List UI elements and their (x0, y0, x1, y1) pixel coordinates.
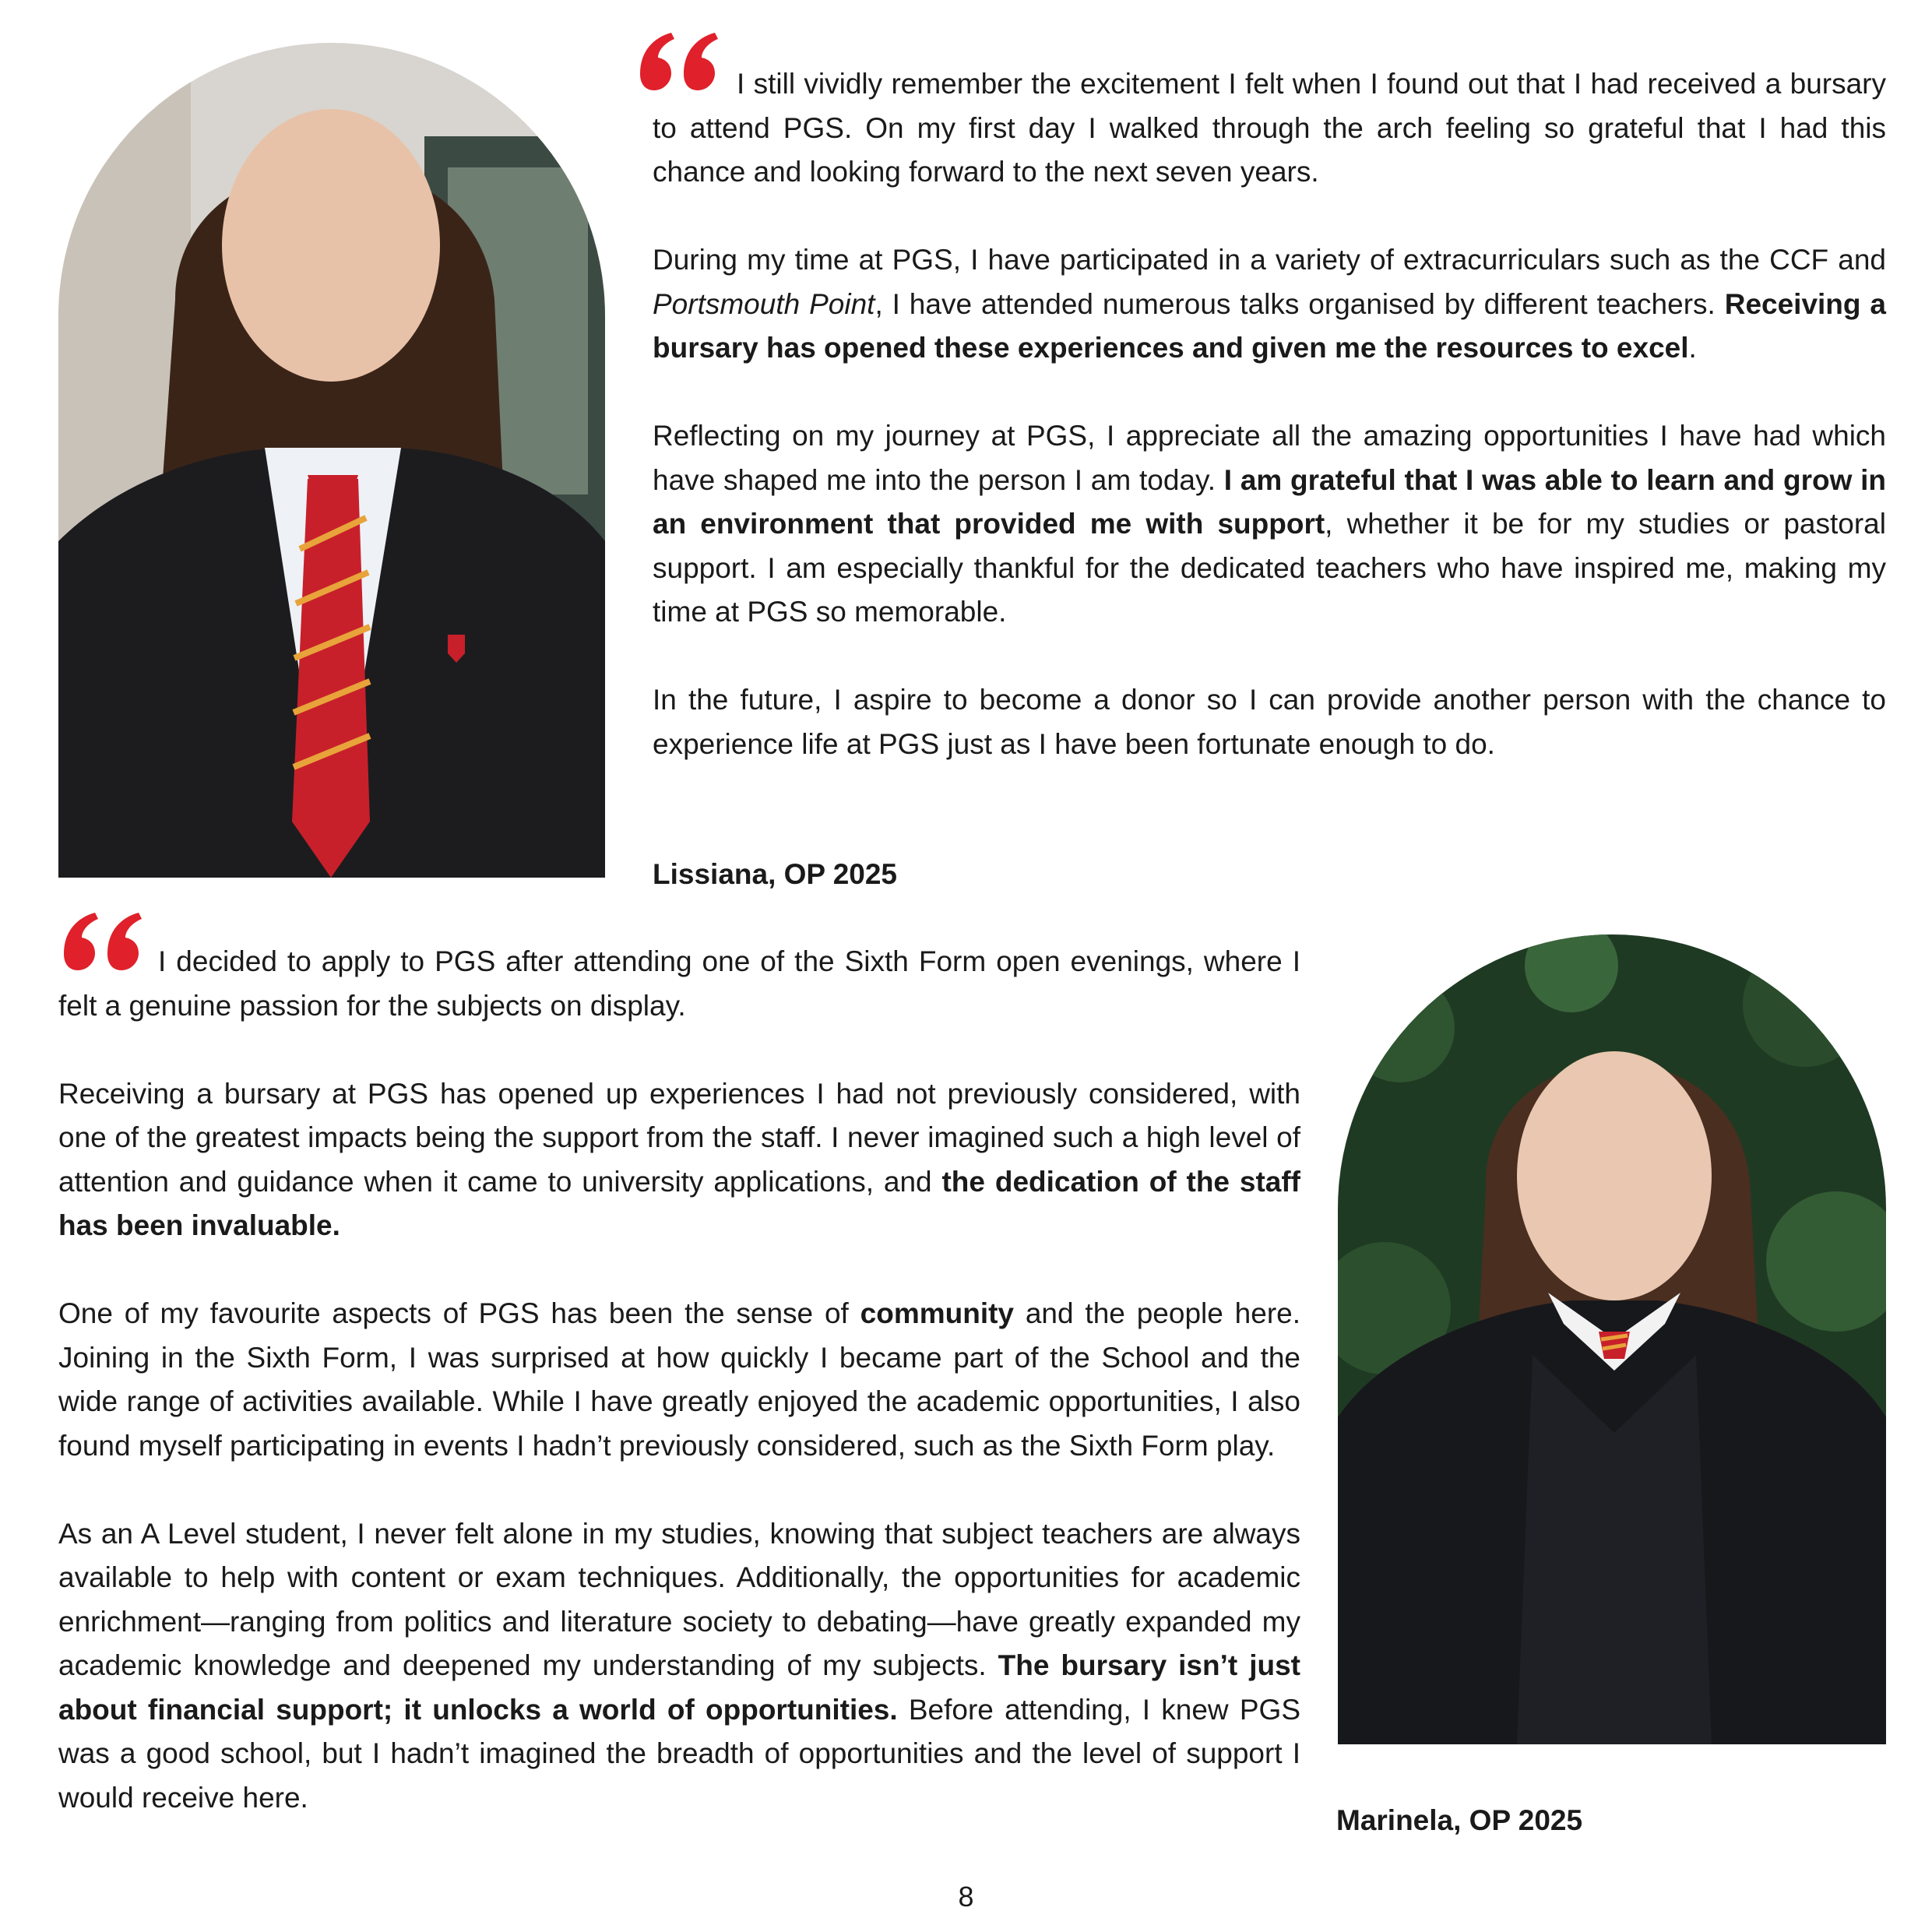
text-run: Reflecting on my journey at PGS, I appreciate all the amazing opportunities I have had which have shaped me into the person I am today. (653, 420, 1886, 496)
testimonial-paragraph (653, 62, 1886, 195)
text-run: , whether it be for my studies or pastoral support. I am especially thankful for the dedicated teachers who have inspired me, making my time at PGS so memorable. (653, 508, 1886, 628)
text-run: and the people here. Joining in the Sixth Form, I was surprised at how quickly I became part of the School and the wide range of activities available. While I have greatly enjoyed the academic opportunities, I also found myself participating in events I hadn’t previously considered, such as the Sixth Form play. (58, 1297, 1300, 1462)
testimonial-paragraph (653, 414, 1886, 635)
testimonial-paragraph (58, 1512, 1300, 1821)
bold-text: community (860, 1297, 1015, 1329)
bold-text: The bursary isn’t just about financial support; it unlocks a world of opportunities. (58, 1649, 1300, 1726)
bold-text: the dedication of the staff has been invaluable. (58, 1165, 1300, 1241)
italic-text: Portsmouth Point (653, 287, 875, 320)
bold-text: Receiving a bursary has opened these experiences and given me the resources to excel (653, 287, 1886, 364)
testimonial-lissiana (653, 62, 1886, 766)
student-photo-lissiana (58, 43, 605, 878)
page-number: 8 (958, 1881, 974, 1913)
attribution-lissiana: Lissiana, OP 2025 (653, 858, 898, 890)
bold-text: I am grateful that I was able to learn and grow in an environment that provided me with support (653, 463, 1886, 540)
testimonial-paragraph (58, 1072, 1300, 1248)
text-run: I still vividly remember the excitement I felt when I found out that I had received a bursary to attend PGS. On my first day I walked through the arch feeling so grateful that I had this chance and looking forward to the next seven years. (653, 68, 1886, 188)
text-run: Before attending, I knew PGS was a good school, but I hadn’t imagined the breadth of opportunities and the level of support I would receive here. (58, 1693, 1300, 1814)
attribution-marinela: Marinela, OP 2025 (1336, 1804, 1583, 1836)
text-run: I decided to apply to PGS after attending one of the Sixth Form open evenings, where I felt a genuine passion for the subjects on display. (58, 945, 1300, 1022)
text-run: One of my favourite aspects of PGS has been the sense of (58, 1297, 860, 1329)
testimonial-paragraph (653, 678, 1886, 766)
testimonial-paragraph (58, 940, 1300, 1028)
student-photo-marinela (1338, 934, 1886, 1744)
text-run: As an A Level student, I never felt alone in my studies, knowing that subject teachers are always available to help with content or exam techniques. Additionally, the opportunities for academic enrichment—ranging from politics and literature society to debating—have greatly expanded my academic knowledge and deepened my understanding of my subjects. (58, 1517, 1300, 1681)
text-run: In the future, I aspire to become a donor so I can provide another person with the chance to experience life at PGS just as I have been fortunate enough to do. (653, 684, 1886, 760)
text-run: , I have attended numerous talks organised by different teachers. (875, 287, 1725, 320)
text-run: Receiving a bursary at PGS has opened up experiences I had not previously considered, with one of the greatest impacts being the support from the staff. I never imagined such a high level of attention and guidance when it came to university applications, and (58, 1077, 1300, 1198)
testimonial-paragraph (58, 1292, 1300, 1468)
testimonial-marinela (58, 940, 1300, 1820)
text-run: . (1688, 332, 1697, 364)
text-run: During my time at PGS, I have participated in a variety of extracurriculars such as the CCF and (653, 244, 1886, 276)
testimonial-paragraph (653, 238, 1886, 371)
